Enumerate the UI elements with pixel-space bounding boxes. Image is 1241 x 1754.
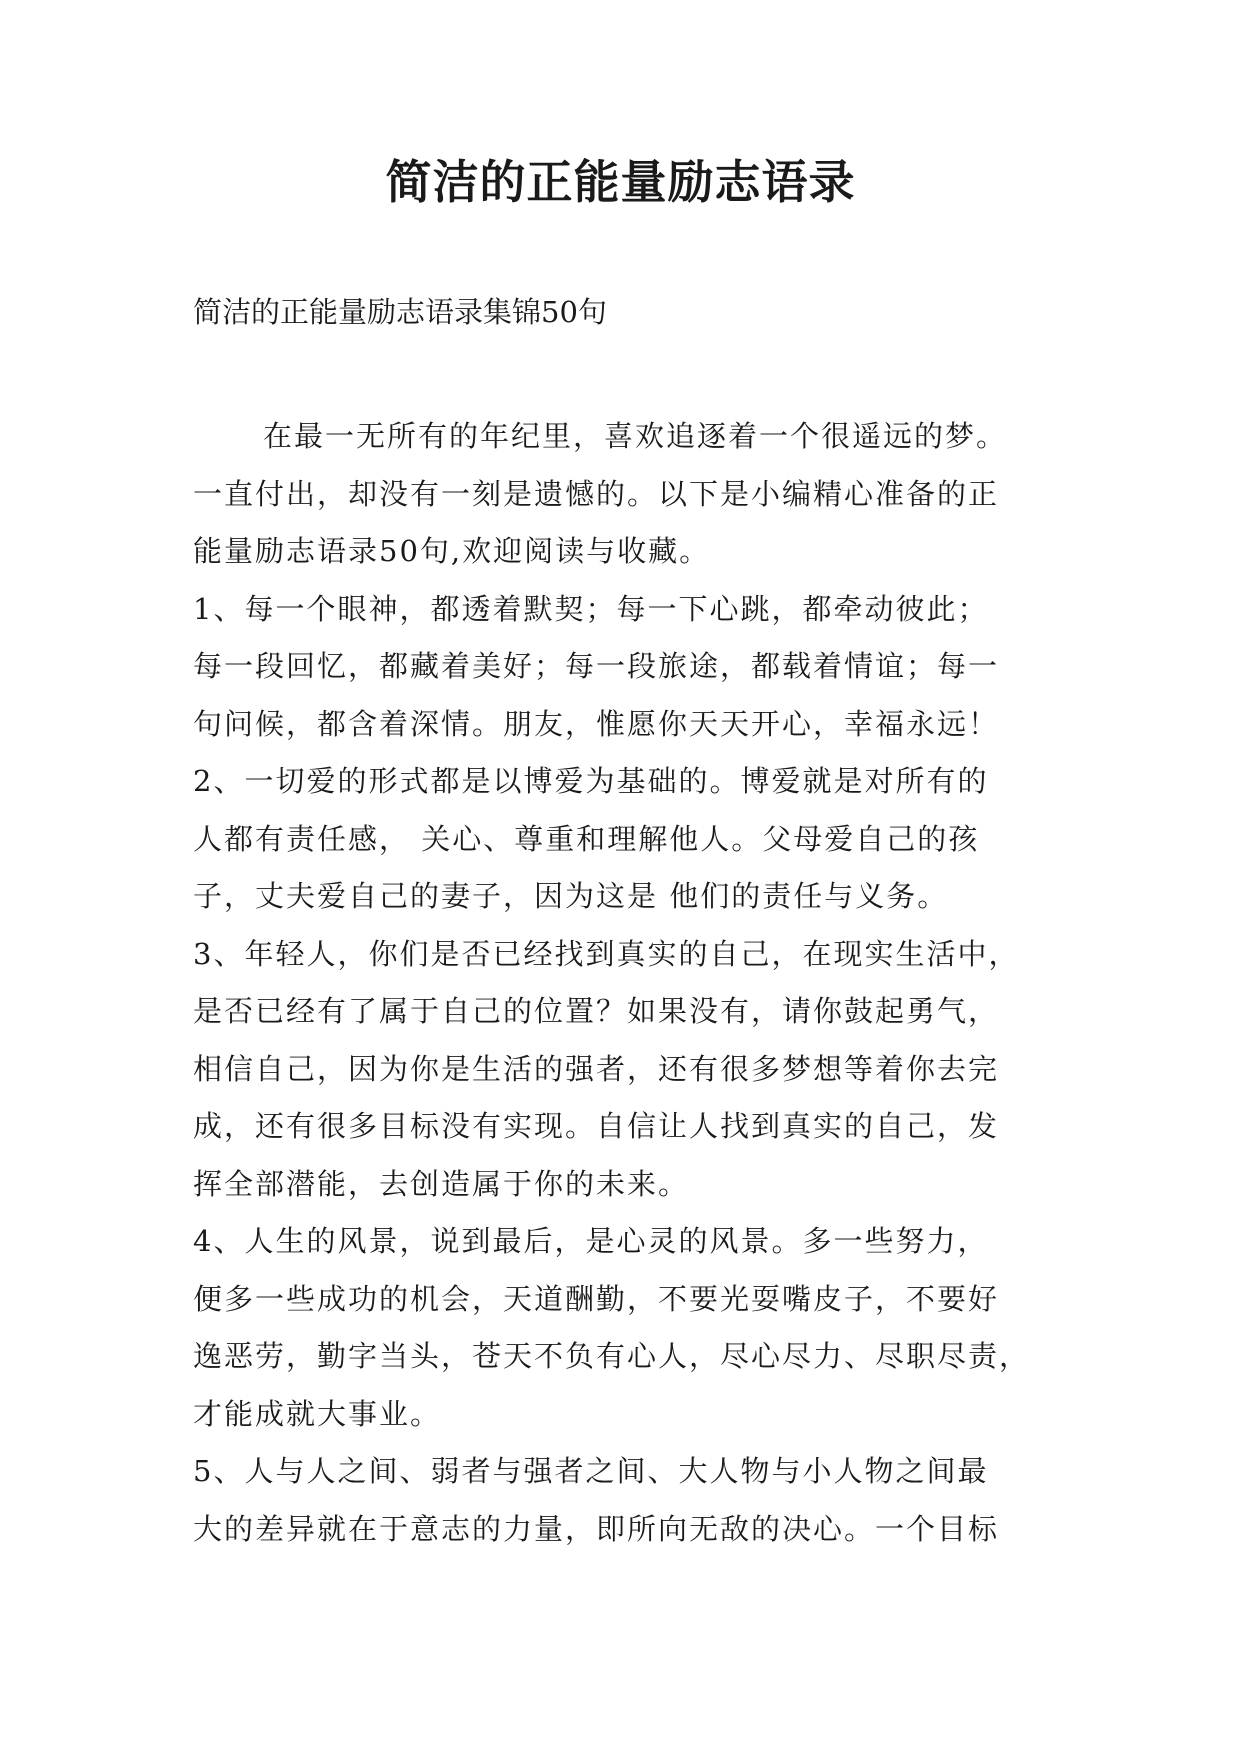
paragraph-line: 1、每一个眼神，都透着默契；每一下心跳，都牵动彼此；: [193, 591, 989, 626]
paragraph-line: 是否已经有了属于自己的位置？如果没有，请你鼓起勇气，: [193, 994, 1000, 1028]
paragraph-line: 子，丈夫爱自己的妻子，因为这是 他们的责任与义务。: [193, 879, 949, 913]
paragraph-line: 成，还有很多目标没有实现。自信让人找到真实的自己，发: [193, 1109, 1000, 1143]
paragraph-line: 挥全部潜能，去创造属于你的未来。: [193, 1166, 690, 1201]
paragraph-line: 相信自己，因为你是生活的强者，还有很多梦想等着你去完: [193, 1051, 1000, 1086]
paragraph-line: 一直付出，却没有一刻是遗憾的。以下是小编精心准备的正: [193, 476, 1000, 511]
document-subtitle: 简洁的正能量励志语录集锦50句: [193, 295, 607, 329]
paragraph-line: 在最一无所有的年纪里，喜欢追逐着一个很遥远的梦。: [263, 419, 1008, 453]
paragraph-line: 3、年轻人，你们是否已经找到真实的自己，在现实生活中，: [193, 936, 1020, 971]
paragraph-line: 便多一些成功的机会，天道酬勤，不要光耍嘴皮子，不要好: [193, 1281, 1000, 1316]
paragraph-line: 大的差异就在于意志的力量，即所向无敌的决心。一个目标: [193, 1511, 1000, 1546]
paragraph-line: 2、一切爱的形式都是以博爱为基础的。博爱就是对所有的: [193, 764, 989, 798]
paragraph-line: 4、人生的风景，说到最后，是心灵的风景。多一些努力，: [193, 1224, 989, 1258]
paragraph-line: 5、人与人之间、弱者与强者之间、大人物与小人物之间最: [193, 1454, 989, 1488]
paragraph-line: 每一段回忆，都藏着美好；每一段旅途，都载着情谊；每一: [193, 649, 1000, 683]
document-body: [193, 408, 1073, 1558]
document-title: 简洁的正能量励志语录: [385, 155, 856, 209]
paragraph-line: 逸恶劳，勤字当头，苍天不负有心人，尽心尽力、尽职尽责，: [193, 1339, 1031, 1373]
paragraph-line: 句问候，都含着深情。朋友，惟愿你天天开心，幸福永远！: [193, 706, 1000, 741]
paragraph-line: 才能成就大事业。: [193, 1396, 442, 1431]
paragraph-line: 人都有责任感， 关心、尊重和理解他人。父母爱自己的孩: [193, 821, 980, 856]
paragraph-line: 能量励志语录50句,欢迎阅读与收藏。: [193, 534, 711, 568]
